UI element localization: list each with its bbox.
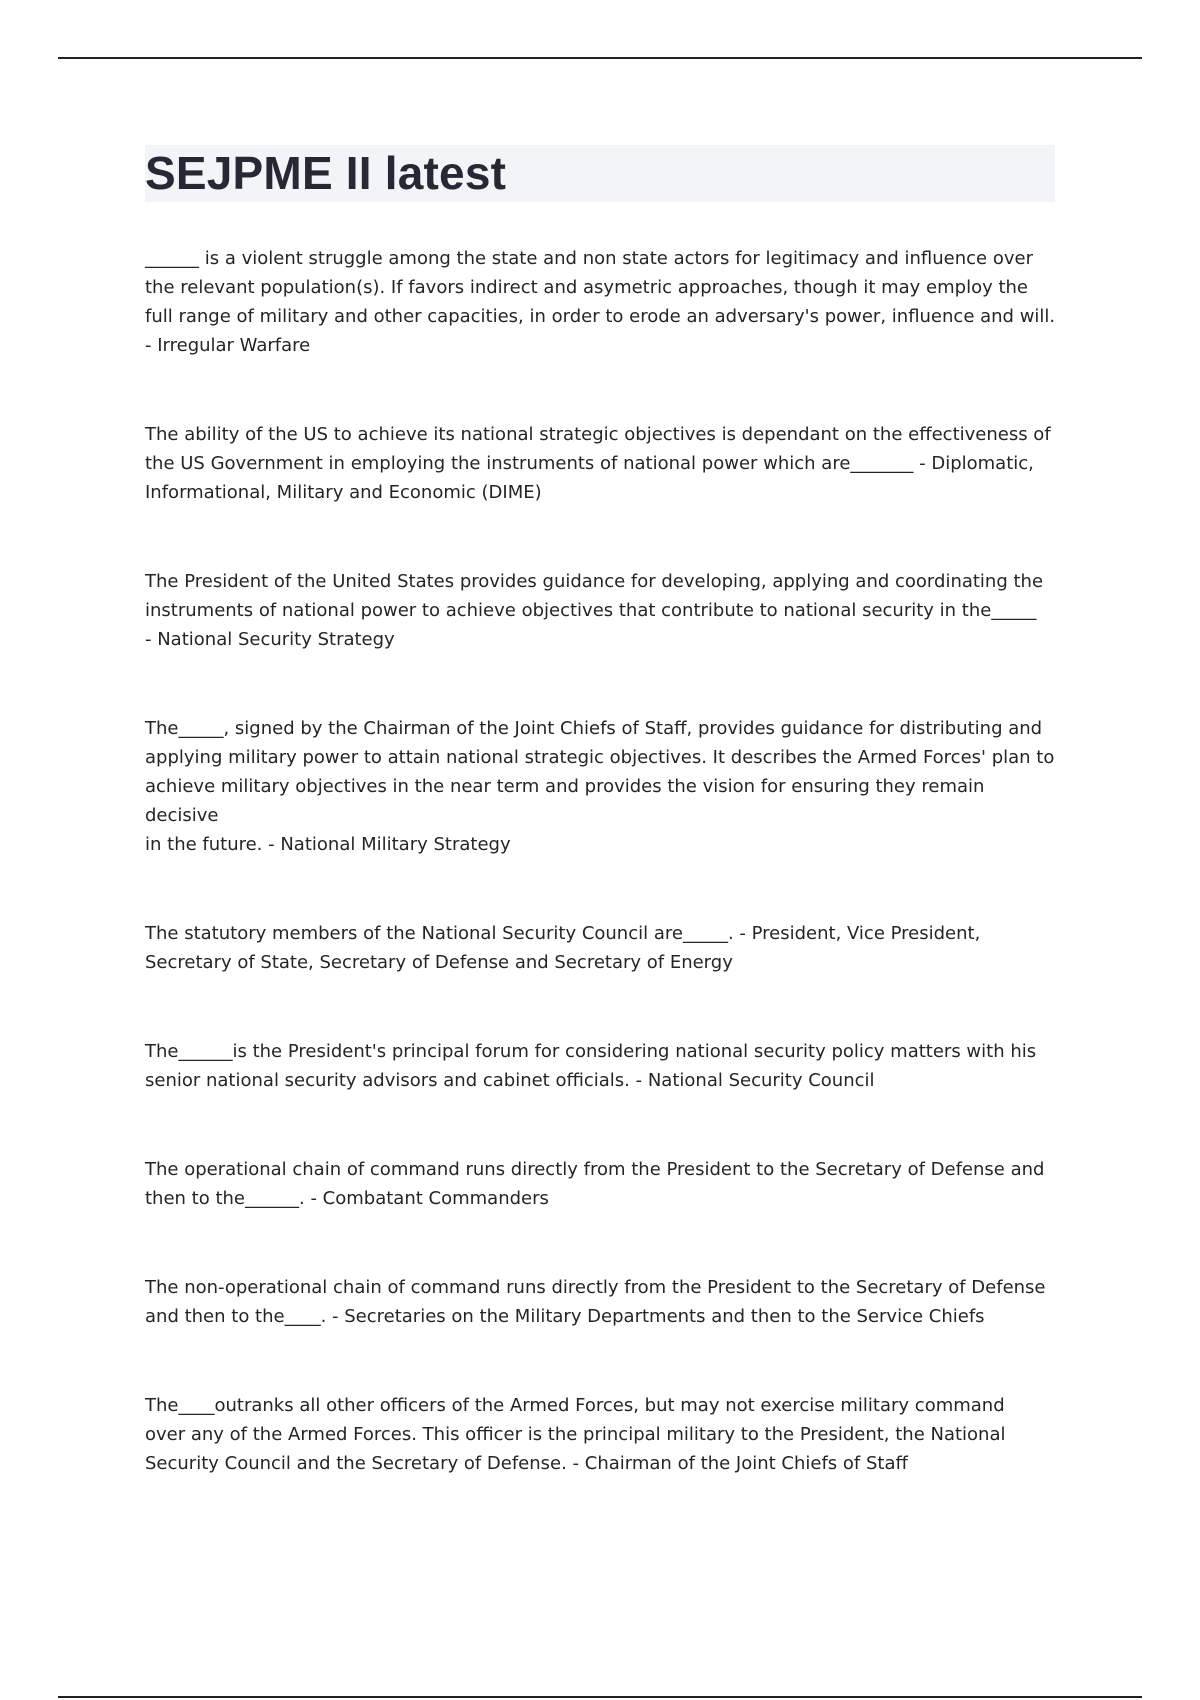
qa-item: The______is the President's principal forum for considering national security policy matters with his senior national security advisors and cabinet officials. - National Security Council bbox=[145, 1041, 1037, 1091]
qa-item: The ability of the US to achieve its national strategic objectives is dependant on the effectiveness of the US Government in employing the instruments of national power which are_______ - Diplomatic, Informational, Military and Economic (DIME) bbox=[145, 424, 1051, 503]
qa-item: The____outranks all other officers of the Armed Forces, but may not exercise military command over any of the Armed Forces. This officer is the principal military to the President, the National Security Council and the Secretary of Defense. - Chairman of the Joint Chiefs of Staff bbox=[145, 1395, 1006, 1474]
qa-item: ______ is a violent struggle among the state and non state actors for legitimacy and influence over the relevant population(s). If favors indirect and asymetric approaches, though it may employ the full range of military and other capacities, in order to erode an adversary's power, influence and will. - Irregular Warfare bbox=[145, 248, 1056, 356]
qa-item: The President of the United States provides guidance for developing, applying and coordinating the instruments of national power to achieve objectives that contribute to national security in the_____ - National Security Strategy bbox=[145, 571, 1044, 650]
bottom-rule bbox=[58, 1696, 1142, 1698]
qa-item: The operational chain of command runs directly from the President to the Secretary of Defense and then to the______. - Combatant Commanders bbox=[145, 1159, 1045, 1209]
qa-list bbox=[145, 244, 1060, 1538]
title-banner bbox=[145, 145, 1055, 202]
qa-item: The statutory members of the National Security Council are_____. - President, Vice President, Secretary of State, Secretary of Defense and Secretary of Energy bbox=[145, 923, 981, 973]
top-rule bbox=[58, 57, 1142, 59]
page-title: SEJPME II latest bbox=[145, 147, 507, 199]
qa-item: The_____, signed by the Chairman of the Joint Chiefs of Staff, provides guidance for distributing and applying military power to attain national strategic objectives. It describes the Armed Forces' plan to achieve military objectives in the near term and provides the vision for ensuring they remain decisive in the future. - National Military Strategy bbox=[145, 718, 1055, 855]
qa-item: The non-operational chain of command runs directly from the President to the Secretary of Defense and then to the____. - Secretaries on the Military Departments and then to the Service Chiefs bbox=[145, 1277, 1046, 1327]
